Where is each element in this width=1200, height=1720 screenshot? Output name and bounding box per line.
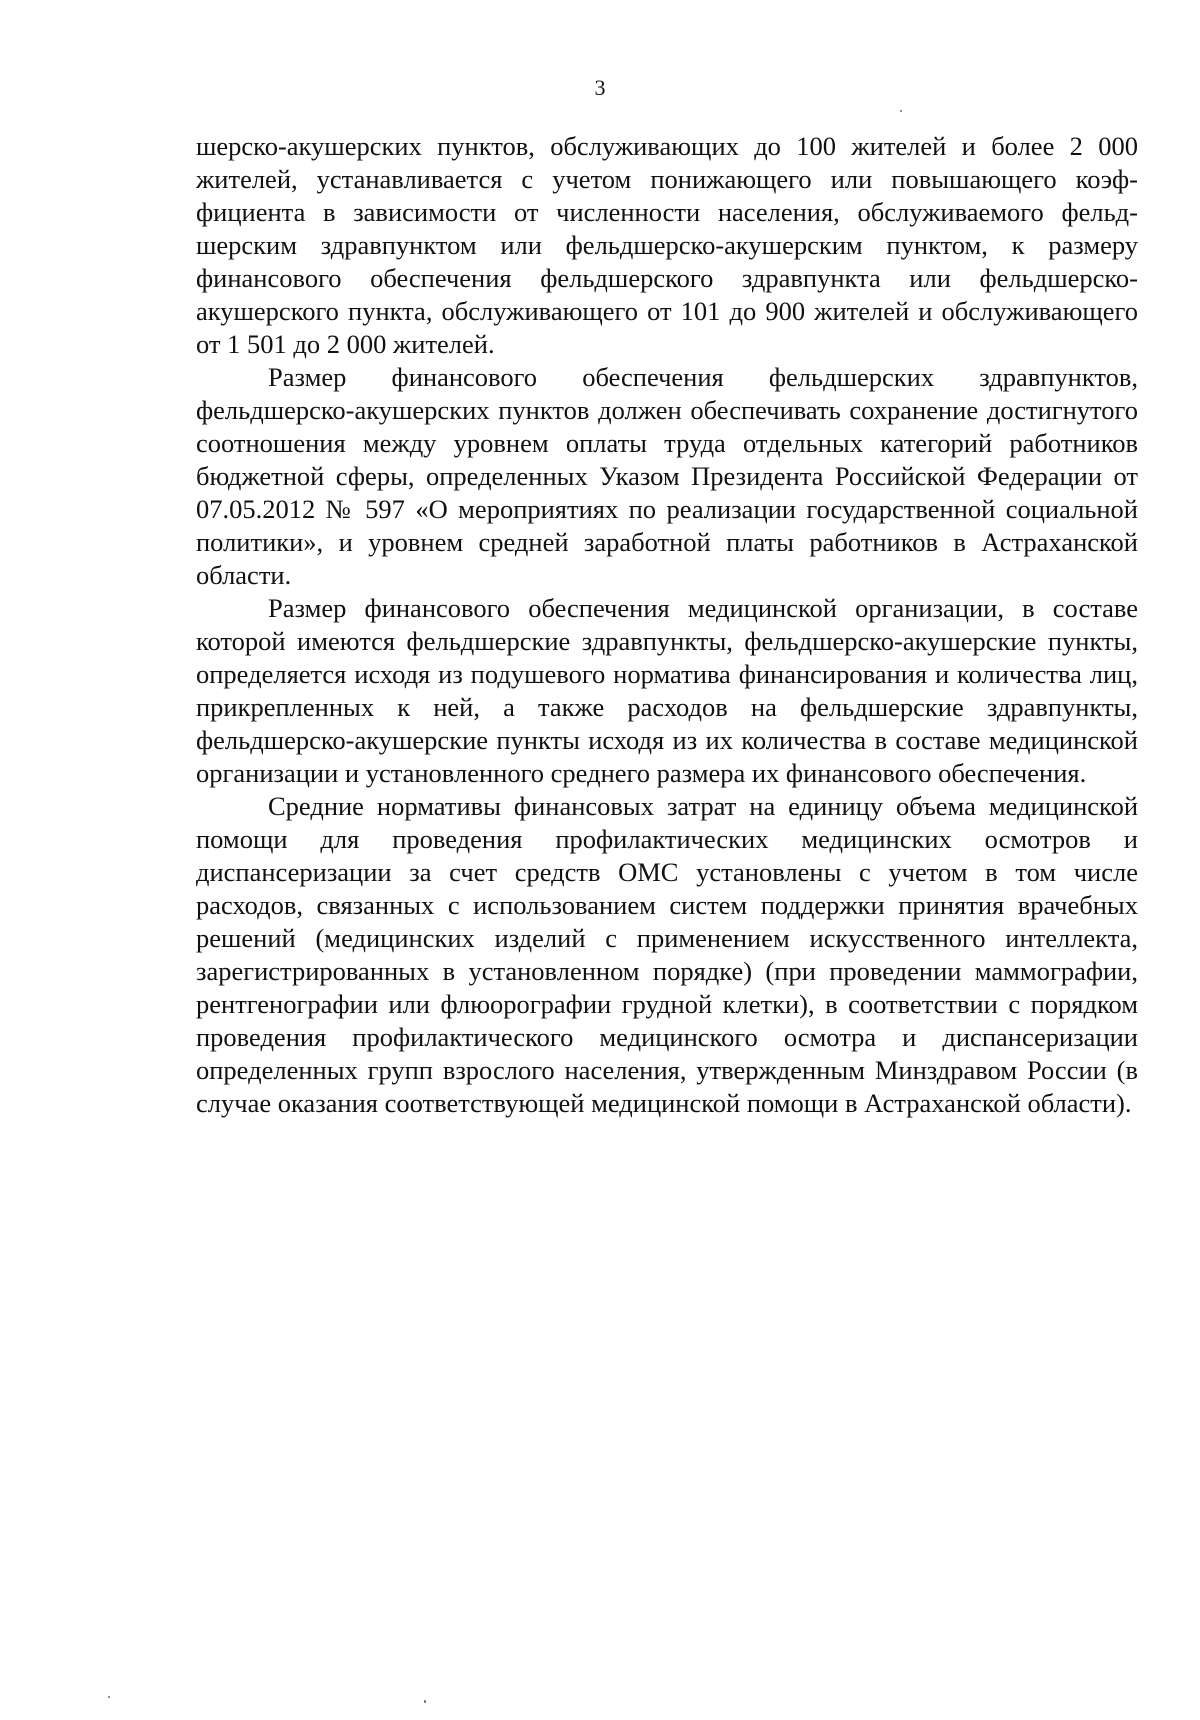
paragraph-organization-financing: Размер финансового обеспечения медицинской организации, в составе которой имеются фельдшерские здравпункты, фельдшерско-акушерские пункты, определяется исходя из подушевого норматива финансирования и количества лиц, прикрепленных к ней, а также расходов на фельдшерские здравпункты, фельдшерско-акушерские пункты исходя из их количества в составе медицинской организации и установленного среднего размера их финансового обеспечения.: [196, 593, 1138, 788]
paragraph-fap-salary: Размер финансового обеспечения фельдшерских здравпунктов, фельдшерско-акушерских пунктов должен обеспечивать сохранение достигнутого соотношения между уровнем оплаты труда отдельных категорий работников бюджетной сферы, определенных Указом Президента Российской Федерации от 07.05.2012 № 597 «О мероприятиях по реализации государственной социальной политики», и уровнем средней заработной платы работников в Астраханской области.: [196, 362, 1138, 590]
paragraph-continuation: шерско-акушерских пунктов, обслуживающих до 100 жителей и более 2 000 жителей, устанавливается с учетом понижающего или повышающего коэффициента в зависимости от численности населения, обслуживаемого фельдшерским здравпунктом или фельдшерско-акушерским пунктом, к размеру финансового обеспечения фельдшерского здравпункта или фельдшерско-акушерского пункта, обслуживающего от 101 до 900 жителей и обслуживающего от 1 501 до 2 000 жителей.: [196, 131, 1138, 359]
scan-speck: [424, 1700, 426, 1703]
scan-speck: [900, 110, 902, 112]
scan-speck: [108, 1696, 110, 1698]
page-number: 3: [594, 75, 606, 100]
document-body: [196, 130, 1138, 1120]
paragraph-screening-standards: Средние нормативы финансовых затрат на единицу объема медицинской помощи для проведения профилактических медицинских осмотров и диспансеризации за счет средств ОМС установлены с учетом в том числе расходов, связанных с использованием систем поддержки принятия врачебных решений (медицинских изделий с применением искусственного интеллекта, зарегистрированных в установленном порядке) (при проведении маммографии, рентгенографии или флюорографии грудной клетки), в соответствии с порядком проведения профилактического медицинского осмотра и диспансеризации определенных групп взрослого населения, утвержденным Минздравом России (в случае оказания соответствующей медицинской помощи в Астраханской области).: [196, 791, 1138, 1118]
